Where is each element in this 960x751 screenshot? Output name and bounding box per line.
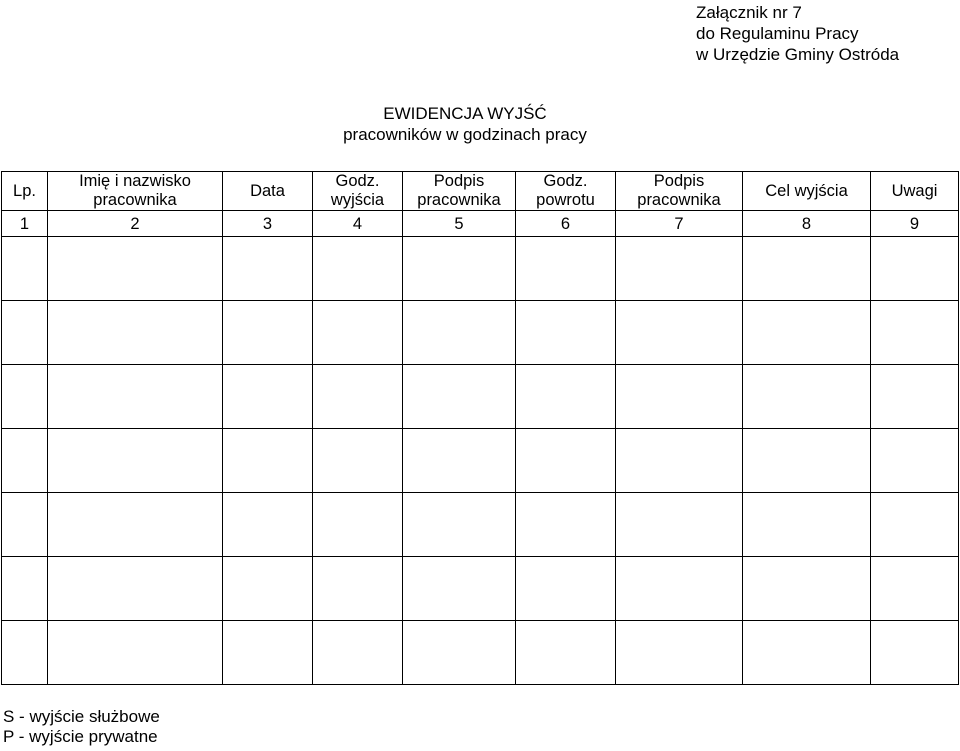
table-cell[interactable] — [516, 557, 616, 621]
column-number: 5 — [403, 211, 516, 237]
table-row — [2, 557, 959, 621]
header-cell: Cel wyjścia — [743, 172, 871, 211]
table-cell[interactable] — [403, 557, 516, 621]
table-cell[interactable] — [223, 557, 313, 621]
table-cell[interactable] — [223, 493, 313, 557]
table-body — [2, 172, 959, 685]
table-cell[interactable] — [48, 237, 223, 301]
table-cell[interactable] — [616, 557, 743, 621]
table-cell[interactable] — [48, 621, 223, 685]
title-subtitle: pracowników w godzinach pracy — [343, 125, 587, 144]
table-cell[interactable] — [743, 621, 871, 685]
table-cell[interactable] — [403, 237, 516, 301]
document-title — [0, 103, 930, 145]
table-cell[interactable] — [743, 237, 871, 301]
column-number: 6 — [516, 211, 616, 237]
attachment-office: w Urzędzie Gminy Ostróda — [696, 45, 900, 64]
column-number: 2 — [48, 211, 223, 237]
header-cell: Data — [223, 172, 313, 211]
table-cell[interactable] — [223, 301, 313, 365]
table-cell[interactable] — [616, 365, 743, 429]
column-number: 1 — [2, 211, 48, 237]
column-number: 9 — [871, 211, 959, 237]
header-cell: Podpis pracownika — [403, 172, 516, 211]
attachment-number: Załącznik nr 7 — [696, 3, 802, 22]
header-cell: Uwagi — [871, 172, 959, 211]
table-cell[interactable] — [871, 493, 959, 557]
table-cell[interactable] — [743, 365, 871, 429]
table-cell[interactable] — [48, 557, 223, 621]
table-cell[interactable] — [48, 493, 223, 557]
header-cell: Lp. — [2, 172, 48, 211]
header-cell: Imię i nazwisko pracownika — [48, 172, 223, 211]
table-cell[interactable] — [2, 301, 48, 365]
table-row — [2, 237, 959, 301]
table-cell[interactable] — [403, 493, 516, 557]
exit-register-table — [1, 171, 959, 685]
table-row — [2, 621, 959, 685]
table-row — [2, 493, 959, 557]
table-cell[interactable] — [871, 557, 959, 621]
table-cell[interactable] — [2, 621, 48, 685]
table-cell[interactable] — [516, 301, 616, 365]
table-cell[interactable] — [743, 493, 871, 557]
table-cell[interactable] — [403, 621, 516, 685]
table-cell[interactable] — [743, 429, 871, 493]
table-cell[interactable] — [516, 237, 616, 301]
table-cell[interactable] — [616, 301, 743, 365]
table-cell[interactable] — [871, 237, 959, 301]
attachment-regulation: do Regulaminu Pracy — [696, 24, 859, 43]
column-number: 3 — [223, 211, 313, 237]
table-cell[interactable] — [48, 365, 223, 429]
header-cell: Podpis pracownika — [616, 172, 743, 211]
table-cell[interactable] — [313, 365, 403, 429]
column-number-row — [2, 211, 959, 237]
table-cell[interactable] — [403, 365, 516, 429]
table-cell[interactable] — [313, 493, 403, 557]
table-cell[interactable] — [871, 301, 959, 365]
table-cell[interactable] — [616, 429, 743, 493]
legend-business-exit: S - wyjście służbowe — [3, 707, 160, 726]
table-cell[interactable] — [2, 365, 48, 429]
title-main: EWIDENCJA WYJŚĆ — [383, 104, 547, 123]
table-cell[interactable] — [871, 429, 959, 493]
header-cell: Godz. powrotu — [516, 172, 616, 211]
table-cell[interactable] — [616, 493, 743, 557]
table-cell[interactable] — [313, 557, 403, 621]
table-cell[interactable] — [616, 237, 743, 301]
table-cell[interactable] — [223, 429, 313, 493]
table-cell[interactable] — [223, 237, 313, 301]
table-cell[interactable] — [871, 365, 959, 429]
legend-private-exit: P - wyjście prywatne — [3, 727, 158, 746]
table-cell[interactable] — [48, 429, 223, 493]
table-cell[interactable] — [2, 557, 48, 621]
table-cell[interactable] — [313, 429, 403, 493]
table-cell[interactable] — [313, 621, 403, 685]
table-cell[interactable] — [743, 301, 871, 365]
header-cell: Godz. wyjścia — [313, 172, 403, 211]
table-row — [2, 301, 959, 365]
column-number: 8 — [743, 211, 871, 237]
table-cell[interactable] — [313, 237, 403, 301]
table-cell[interactable] — [616, 621, 743, 685]
table-cell[interactable] — [223, 365, 313, 429]
table-cell[interactable] — [743, 557, 871, 621]
table-cell[interactable] — [223, 621, 313, 685]
table-cell[interactable] — [516, 493, 616, 557]
table-cell[interactable] — [313, 301, 403, 365]
table-cell[interactable] — [516, 429, 616, 493]
column-number: 4 — [313, 211, 403, 237]
table-header-row — [2, 172, 959, 211]
table-cell[interactable] — [48, 301, 223, 365]
column-number: 7 — [616, 211, 743, 237]
table-cell[interactable] — [2, 429, 48, 493]
table-row — [2, 429, 959, 493]
table-cell[interactable] — [871, 621, 959, 685]
table-cell[interactable] — [403, 301, 516, 365]
table-row — [2, 365, 959, 429]
table-cell[interactable] — [516, 365, 616, 429]
table-cell[interactable] — [2, 237, 48, 301]
attachment-note — [696, 2, 899, 65]
legend — [3, 707, 160, 747]
table-cell[interactable] — [2, 493, 48, 557]
table-cell[interactable] — [516, 621, 616, 685]
table-cell[interactable] — [403, 429, 516, 493]
